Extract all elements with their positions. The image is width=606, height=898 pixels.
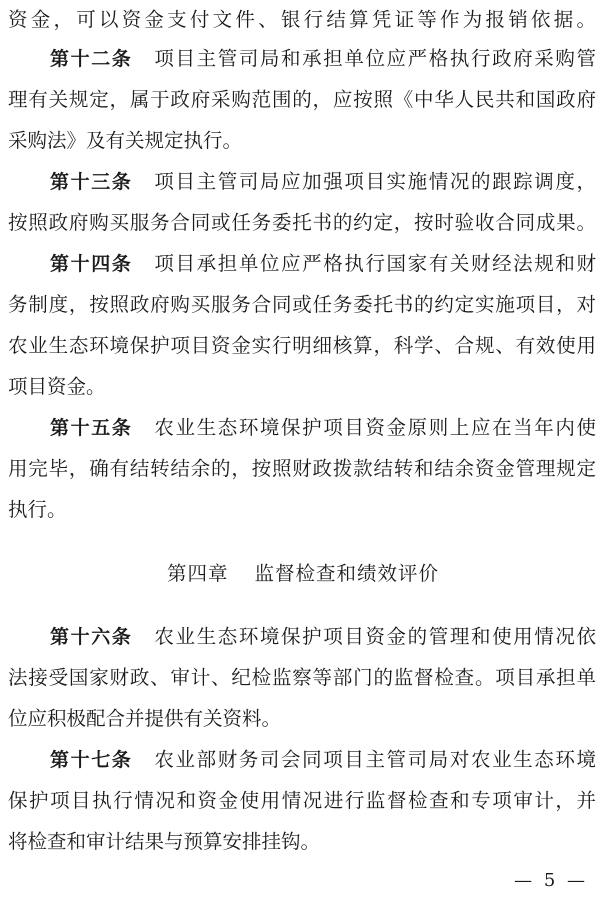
- line-text: 法接受国家财政、审计、纪检监察等部门的监督检查。项目承担单: [8, 666, 596, 689]
- text-line: [8, 781, 596, 821]
- line-text: 采购法》及有关规定执行。: [8, 129, 243, 152]
- article-number: 第十四条: [50, 253, 133, 275]
- text-line: [8, 822, 596, 862]
- article-number: 第十五条: [50, 417, 133, 439]
- article-number: 第十七条: [50, 749, 133, 771]
- line-text: 将检查和审计结果与预算安排挂钩。: [8, 830, 321, 853]
- page-number: — 5 —: [514, 870, 588, 891]
- article-line: [50, 162, 596, 202]
- line-text: 按照政府购买服务合同或任务委托书的约定，按时验收合同成果。: [8, 211, 596, 234]
- text-line: [8, 285, 596, 325]
- article-line: [50, 617, 596, 657]
- text-line: [8, 80, 596, 120]
- line-text: 农业生态环境保护项目资金原则上应在当年内使: [154, 416, 596, 439]
- text-line: [8, 121, 596, 161]
- line-text: 保护项目执行情况和资金使用情况进行监督检查和专项审计，并: [8, 789, 596, 812]
- article-line: [50, 244, 596, 284]
- text-line: [8, 203, 596, 243]
- article-number: 第十六条: [50, 626, 133, 648]
- line-text: 农业生态环境保护项目资金实行明细核算，科学、合规、有效使用: [8, 334, 596, 357]
- text-line: [8, 449, 596, 489]
- line-text: 项目主管司局和承担单位应严格执行政府采购管: [154, 47, 596, 70]
- text-line: [8, 326, 596, 366]
- article-line: [50, 408, 596, 448]
- line-text: 项目承担单位应严格执行国家有关财经法规和财: [154, 252, 596, 275]
- text-line: [8, 658, 596, 698]
- text-line: [8, 0, 596, 40]
- article-line: [50, 740, 596, 780]
- article-line: [50, 39, 596, 79]
- chapter-title: 监督检查和绩效评价: [254, 562, 440, 585]
- text-line: [8, 699, 596, 739]
- line-text: 位应积极配合并提供有关资料。: [8, 707, 282, 730]
- line-text: 资金，可以资金支付文件、银行结算凭证等作为报销依据。: [8, 8, 596, 31]
- chapter-number: 第四章: [166, 562, 229, 585]
- text-line: [8, 367, 596, 407]
- line-text: 农业部财务司会同项目主管司局对农业生态环境: [154, 748, 596, 771]
- line-text: 务制度，按照政府购买服务合同或任务委托书的约定实施项目，对: [8, 293, 596, 316]
- line-text: 项目主管司局应加强项目实施情况的跟踪调度，: [154, 170, 596, 193]
- article-number: 第十二条: [50, 48, 133, 70]
- line-text: 理有关规定，属于政府采购范围的，应按照《中华人民共和国政府: [8, 88, 596, 111]
- line-text: 项目资金。: [8, 375, 106, 398]
- text-line: [8, 490, 596, 530]
- article-number: 第十三条: [50, 171, 133, 193]
- line-text: 农业生态环境保护项目资金的管理和使用情况依: [154, 625, 596, 648]
- line-text: 用完毕，确有结转结余的，按照财政拨款结转和结余资金管理规定: [8, 457, 596, 480]
- line-text: 执行。: [8, 498, 67, 521]
- chapter-heading: [0, 554, 606, 594]
